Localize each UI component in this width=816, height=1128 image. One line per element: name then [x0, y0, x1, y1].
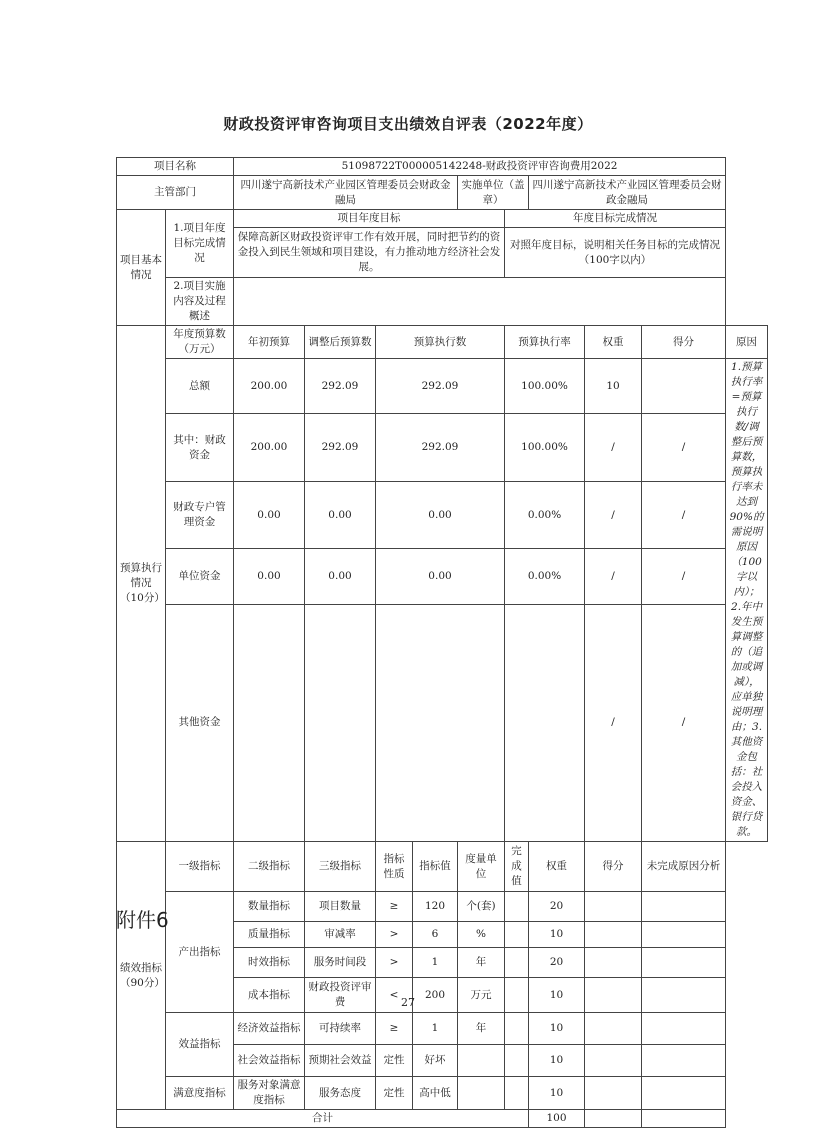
goal-row-label: 1.项目年度目标完成情况: [166, 210, 234, 278]
budget-reason-note: 1.预算执行率=预算执行数/调整后预算数，预算执行率未达到90%的需说明原因（100字以内）；2.年中发生预算调整的（追加或调减），应单独说明理由；3.其他资金包括：社会投入资金、银行贷款。: [726, 359, 768, 842]
reason: [642, 1013, 726, 1045]
budget-header: 年度预算数（万元）: [166, 326, 234, 359]
supervisor-label: 主管部门: [117, 176, 234, 210]
impl-row-label: 2.项目实施内容及过程概述: [166, 278, 234, 326]
total-row: [117, 1110, 768, 1128]
budget-score: /: [642, 549, 726, 604]
level3: 财政投资评审费: [305, 978, 376, 1013]
reason: [642, 1077, 726, 1110]
budget-weight: /: [585, 414, 642, 482]
goal-text: 保障高新区财政投资评审工作有效开展，同时把节约的资金投入到民生领域和项目建设，有力推动地方经济社会发展。: [234, 228, 505, 278]
budget-header: 权重: [585, 326, 642, 359]
project-name-label: 项目名称: [117, 158, 234, 176]
perf-header: 度量单位: [458, 842, 505, 892]
weight: 10: [529, 922, 585, 948]
budget-header: 预算执行数: [376, 326, 505, 359]
weight: 10: [529, 1077, 585, 1110]
budget-initial: 0.00: [234, 481, 305, 549]
done: [505, 922, 529, 948]
perf-header: 二级指标: [234, 842, 305, 892]
value: 120: [413, 892, 458, 922]
budget-row: [117, 481, 768, 549]
value: 1: [413, 948, 458, 978]
perf-header: 得分: [585, 842, 642, 892]
value: 好坏: [413, 1045, 458, 1077]
budget-initial: 200.00: [234, 414, 305, 482]
score: [585, 1013, 642, 1045]
attachment-label: 附件6: [116, 908, 169, 932]
unit: [458, 1077, 505, 1110]
level1-satisfaction: 满意度指标: [166, 1077, 234, 1110]
budget-row: [117, 604, 768, 841]
budget-weight: /: [585, 549, 642, 604]
budget-weight: /: [585, 481, 642, 549]
unit: 年: [458, 948, 505, 978]
level1-output: 产出指标: [166, 892, 234, 1013]
score: [585, 1077, 642, 1110]
evaluation-table: [116, 157, 768, 1128]
level2: 经济效益指标: [234, 1013, 305, 1045]
perf-row: [117, 1077, 768, 1110]
nature: 定性: [376, 1077, 413, 1110]
budget-rate: 100.00%: [505, 359, 585, 414]
supervisor-row: [117, 176, 768, 210]
impl-unit-label: 实施单位（盖章）: [458, 176, 529, 210]
budget-row: [117, 414, 768, 482]
budget-row: [117, 359, 768, 414]
budget-header-row: [117, 326, 768, 359]
level3: 预期社会效益: [305, 1045, 376, 1077]
budget-initial: [234, 604, 305, 841]
budget-score: /: [642, 481, 726, 549]
nature: >: [376, 922, 413, 948]
budget-executed: [376, 604, 505, 841]
budget-row: [117, 549, 768, 604]
budget-weight: /: [585, 604, 642, 841]
budget-row-name: 其中：财政资金: [166, 414, 234, 482]
weight: 10: [529, 978, 585, 1013]
value: 6: [413, 922, 458, 948]
level2: 服务对象满意度指标: [234, 1077, 305, 1110]
basic-info-label: 项目基本情况: [117, 210, 166, 326]
done: [505, 1045, 529, 1077]
budget-executed: 292.09: [376, 414, 505, 482]
budget-executed: 0.00: [376, 481, 505, 549]
reason: [642, 922, 726, 948]
perf-header: 指标性质: [376, 842, 413, 892]
budget-adjusted: 0.00: [305, 481, 376, 549]
budget-rate: 0.00%: [505, 549, 585, 604]
completion-header: 年度目标完成情况: [505, 210, 726, 228]
budget-header: 年初预算: [234, 326, 305, 359]
project-name-value: 51098722T000005142248-财政投资评审咨询费用2022: [234, 158, 726, 176]
budget-weight: 10: [585, 359, 642, 414]
impl-row: [117, 278, 768, 326]
level3: 可持续率: [305, 1013, 376, 1045]
weight: 20: [529, 892, 585, 922]
perf-header-row: [117, 842, 768, 892]
unit: 万元: [458, 978, 505, 1013]
perf-header: 三级指标: [305, 842, 376, 892]
total-score: [585, 1110, 642, 1128]
budget-score: /: [642, 414, 726, 482]
level3: 服务时间段: [305, 948, 376, 978]
budget-adjusted: 292.09: [305, 414, 376, 482]
nature: 定性: [376, 1045, 413, 1077]
weight: 10: [529, 1045, 585, 1077]
level3: 审减率: [305, 922, 376, 948]
value: 高中低: [413, 1077, 458, 1110]
perf-section-label: 绩效指标（90分）: [117, 842, 166, 1110]
perf-header: 一级指标: [166, 842, 234, 892]
perf-header: 指标值: [413, 842, 458, 892]
done: [505, 1077, 529, 1110]
done: [505, 948, 529, 978]
budget-adjusted: [305, 604, 376, 841]
budget-header: 预算执行率: [505, 326, 585, 359]
impl-unit-value: 四川遂宁高新技术产业园区管理委员会财政金融局: [529, 176, 726, 210]
reason: [642, 948, 726, 978]
perf-row: [117, 1013, 768, 1045]
budget-section-label: 预算执行情况（10分）: [117, 326, 166, 842]
score: [585, 1045, 642, 1077]
budget-row-name: 其他资金: [166, 604, 234, 841]
score: [585, 948, 642, 978]
level2: 时效指标: [234, 948, 305, 978]
goal-header-row: [117, 210, 768, 228]
nature: >: [376, 948, 413, 978]
value: 1: [413, 1013, 458, 1045]
nature: ≥: [376, 892, 413, 922]
impl-text: [234, 278, 726, 326]
perf-header: 完成值: [505, 842, 529, 892]
level1-benefit: 效益指标: [166, 1013, 234, 1077]
perf-row: [117, 892, 768, 922]
budget-header: 调整后预算数: [305, 326, 376, 359]
unit: 个(套): [458, 892, 505, 922]
budget-header: 原因: [726, 326, 768, 359]
budget-row-name: 单位资金: [166, 549, 234, 604]
perf-header: 未完成原因分析: [642, 842, 726, 892]
project-name-row: [117, 158, 768, 176]
budget-row-name: 财政专户管理资金: [166, 481, 234, 549]
done: [505, 892, 529, 922]
page-title: 财政投资评审咨询项目支出绩效自评表（2022年度）: [223, 115, 593, 133]
completion-text: 对照年度目标，说明相关任务目标的完成情况（100字以内）: [505, 228, 726, 278]
reason: [642, 892, 726, 922]
budget-executed: 292.09: [376, 359, 505, 414]
score: [585, 922, 642, 948]
score: [585, 892, 642, 922]
budget-adjusted: 292.09: [305, 359, 376, 414]
total-reason: [642, 1110, 726, 1128]
budget-rate: 100.00%: [505, 414, 585, 482]
budget-score: [642, 359, 726, 414]
budget-row-name: 总额: [166, 359, 234, 414]
budget-score: /: [642, 604, 726, 841]
level2: 成本指标: [234, 978, 305, 1013]
done: [505, 1013, 529, 1045]
page-number: 27: [401, 996, 415, 1009]
unit: 年: [458, 1013, 505, 1045]
unit: %: [458, 922, 505, 948]
level3: 服务态度: [305, 1077, 376, 1110]
budget-adjusted: 0.00: [305, 549, 376, 604]
budget-executed: 0.00: [376, 549, 505, 604]
value: 200: [413, 978, 458, 1013]
nature: ≥: [376, 1013, 413, 1045]
total-weight: 100: [529, 1110, 585, 1128]
level3: 项目数量: [305, 892, 376, 922]
budget-initial: 0.00: [234, 549, 305, 604]
level2: 社会效益指标: [234, 1045, 305, 1077]
budget-initial: 200.00: [234, 359, 305, 414]
reason: [642, 1045, 726, 1077]
total-label: 合计: [117, 1110, 529, 1128]
goal-header: 项目年度目标: [234, 210, 505, 228]
level2: 质量指标: [234, 922, 305, 948]
level2: 数量指标: [234, 892, 305, 922]
weight: 10: [529, 1013, 585, 1045]
budget-rate: [505, 604, 585, 841]
supervisor-value: 四川遂宁高新技术产业园区管理委员会财政金融局: [234, 176, 458, 210]
perf-header: 权重: [529, 842, 585, 892]
budget-header: 得分: [642, 326, 726, 359]
weight: 20: [529, 948, 585, 978]
budget-rate: 0.00%: [505, 481, 585, 549]
nature: <: [376, 978, 413, 1013]
unit: [458, 1045, 505, 1077]
